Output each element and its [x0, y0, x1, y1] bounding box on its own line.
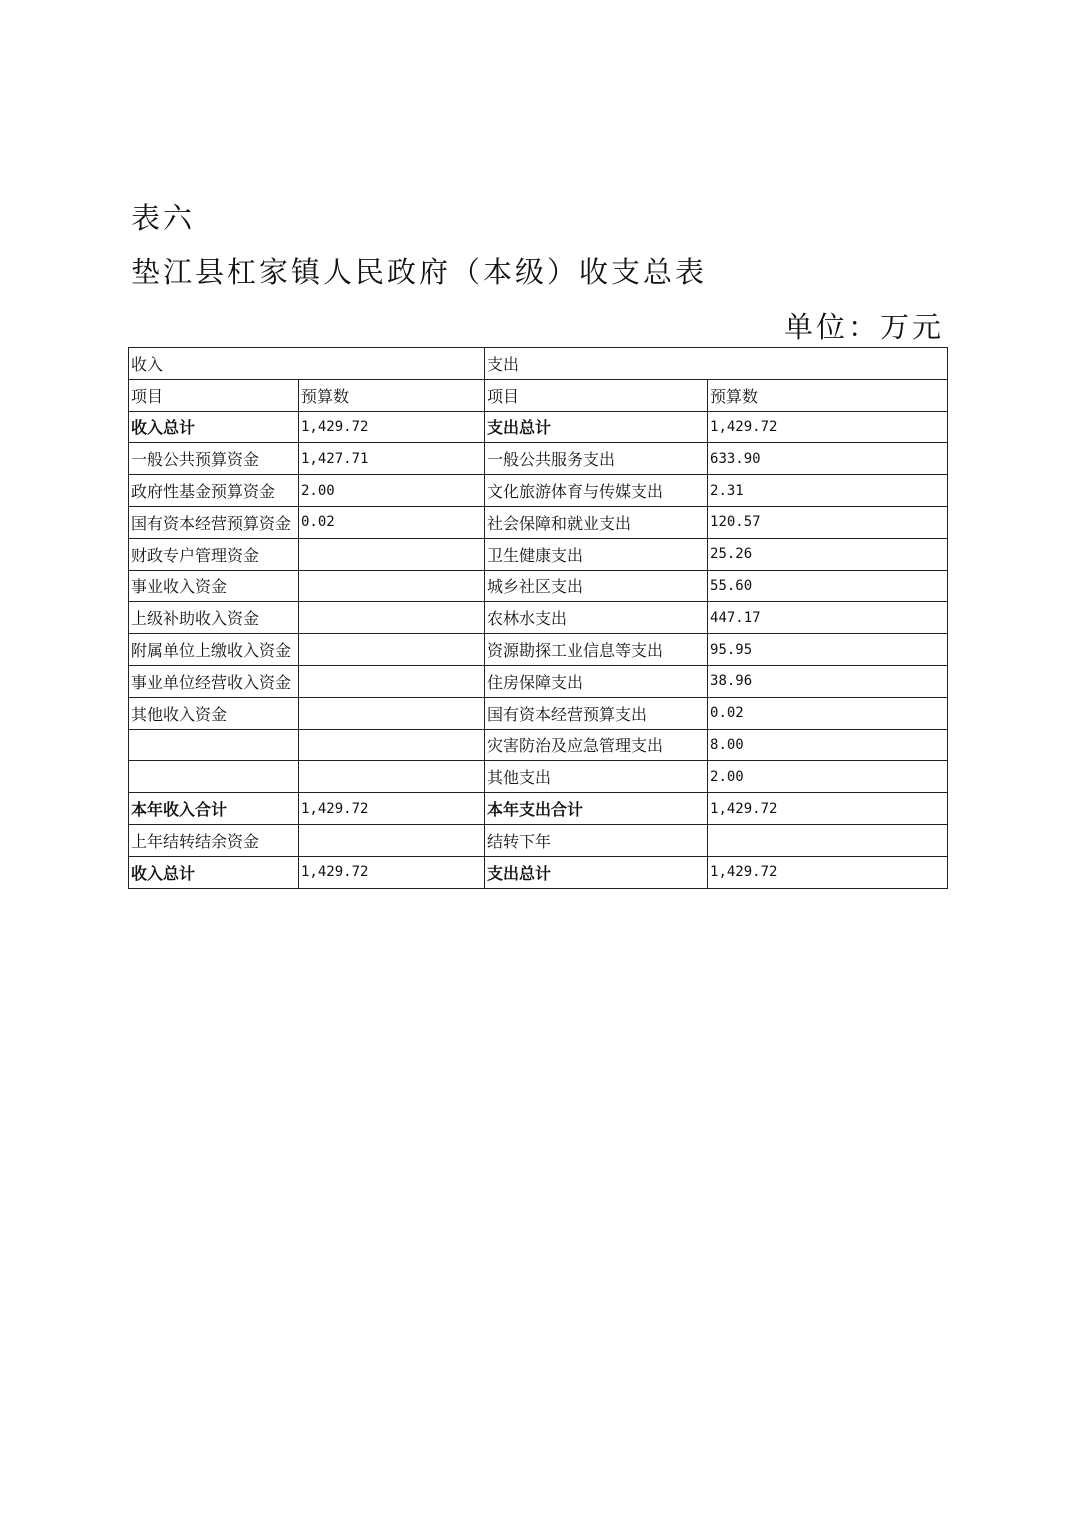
expense-amount-cell: [708, 824, 948, 856]
income-item-cell: [129, 761, 299, 793]
expense-item-cell: 灾害防治及应急管理支出: [485, 729, 708, 761]
expense-item-cell: 支出总计: [485, 411, 708, 443]
income-amount-cell: 1,429.72: [299, 856, 485, 888]
income-item-cell: 国有资本经营预算资金: [129, 506, 299, 538]
income-amount-cell: [299, 761, 485, 793]
table-row: [129, 665, 948, 697]
expense-item-cell: 卫生健康支出: [485, 538, 708, 570]
income-amount-cell: 1,429.72: [299, 793, 485, 825]
expense-amount-cell: 2.00: [708, 761, 948, 793]
expense-item-cell: 城乡社区支出: [485, 570, 708, 602]
table-row: [129, 697, 948, 729]
income-item-cell: 收入总计: [129, 856, 299, 888]
income-item-cell: 财政专户管理资金: [129, 538, 299, 570]
expense-amount-cell: 1,429.72: [708, 856, 948, 888]
expense-item-header: 项目: [485, 379, 708, 411]
expense-amount-cell: 8.00: [708, 729, 948, 761]
income-amount-cell: [299, 824, 485, 856]
table-row: [129, 443, 948, 475]
table-row: [129, 856, 948, 888]
table-row: [129, 411, 948, 443]
expense-item-cell: 支出总计: [485, 856, 708, 888]
expense-amount-cell: 447.17: [708, 602, 948, 634]
expense-amount-cell: 55.60: [708, 570, 948, 602]
income-amount-cell: 1,429.72: [299, 411, 485, 443]
income-amount-cell: [299, 729, 485, 761]
table-row: [129, 729, 948, 761]
income-amount-cell: [299, 538, 485, 570]
expense-item-cell: 文化旅游体育与传媒支出: [485, 475, 708, 507]
expense-amount-cell: 120.57: [708, 506, 948, 538]
income-item-cell: 上年结转结余资金: [129, 824, 299, 856]
income-item-cell: 其他收入资金: [129, 697, 299, 729]
table-number-label: 表六: [131, 201, 196, 235]
income-item-cell: 事业收入资金: [129, 570, 299, 602]
income-item-header: 项目: [129, 379, 299, 411]
income-amount-cell: [299, 697, 485, 729]
income-amount-cell: 0.02: [299, 506, 485, 538]
income-item-cell: 收入总计: [129, 411, 299, 443]
income-section-header: 收入: [129, 348, 485, 380]
expense-amount-cell: 95.95: [708, 634, 948, 666]
table-row: [129, 570, 948, 602]
expense-item-cell: 住房保障支出: [485, 665, 708, 697]
expense-amount-cell: 2.31: [708, 475, 948, 507]
expense-amount-cell: 1,429.72: [708, 411, 948, 443]
document-title: 垫江县杠家镇人民政府（本级）收支总表: [131, 255, 708, 289]
expense-amount-cell: 25.26: [708, 538, 948, 570]
expense-item-cell: 本年支出合计: [485, 793, 708, 825]
table-row: [129, 475, 948, 507]
income-item-cell: 本年收入合计: [129, 793, 299, 825]
expense-item-cell: 社会保障和就业支出: [485, 506, 708, 538]
table-row: [129, 506, 948, 538]
table-row: [129, 634, 948, 666]
income-item-cell: [129, 729, 299, 761]
expense-item-cell: 结转下年: [485, 824, 708, 856]
expense-section-header: 支出: [485, 348, 948, 380]
expense-item-cell: 一般公共服务支出: [485, 443, 708, 475]
table-row: [129, 602, 948, 634]
income-item-cell: 上级补助收入资金: [129, 602, 299, 634]
table-row: [129, 824, 948, 856]
income-amount-cell: [299, 634, 485, 666]
budget-summary-table: [128, 347, 948, 889]
income-item-cell: 一般公共预算资金: [129, 443, 299, 475]
income-amount-cell: [299, 665, 485, 697]
table-row: [129, 761, 948, 793]
income-amount-cell: 1,427.71: [299, 443, 485, 475]
expense-amount-cell: 38.96: [708, 665, 948, 697]
expense-item-cell: 其他支出: [485, 761, 708, 793]
income-item-cell: 附属单位上缴收入资金: [129, 634, 299, 666]
expense-amount-header: 预算数: [708, 379, 948, 411]
income-item-cell: 事业单位经营收入资金: [129, 665, 299, 697]
income-item-cell: 政府性基金预算资金: [129, 475, 299, 507]
table-row: [129, 793, 948, 825]
income-amount-header: 预算数: [299, 379, 485, 411]
expense-amount-cell: 0.02: [708, 697, 948, 729]
income-amount-cell: [299, 570, 485, 602]
income-amount-cell: 2.00: [299, 475, 485, 507]
section-header-row: [129, 348, 948, 380]
table-row: [129, 538, 948, 570]
unit-label: 单位：万元: [783, 310, 944, 344]
expense-amount-cell: 633.90: [708, 443, 948, 475]
expense-item-cell: 国有资本经营预算支出: [485, 697, 708, 729]
expense-amount-cell: 1,429.72: [708, 793, 948, 825]
expense-item-cell: 资源勘探工业信息等支出: [485, 634, 708, 666]
column-header-row: [129, 379, 948, 411]
expense-item-cell: 农林水支出: [485, 602, 708, 634]
income-amount-cell: [299, 602, 485, 634]
